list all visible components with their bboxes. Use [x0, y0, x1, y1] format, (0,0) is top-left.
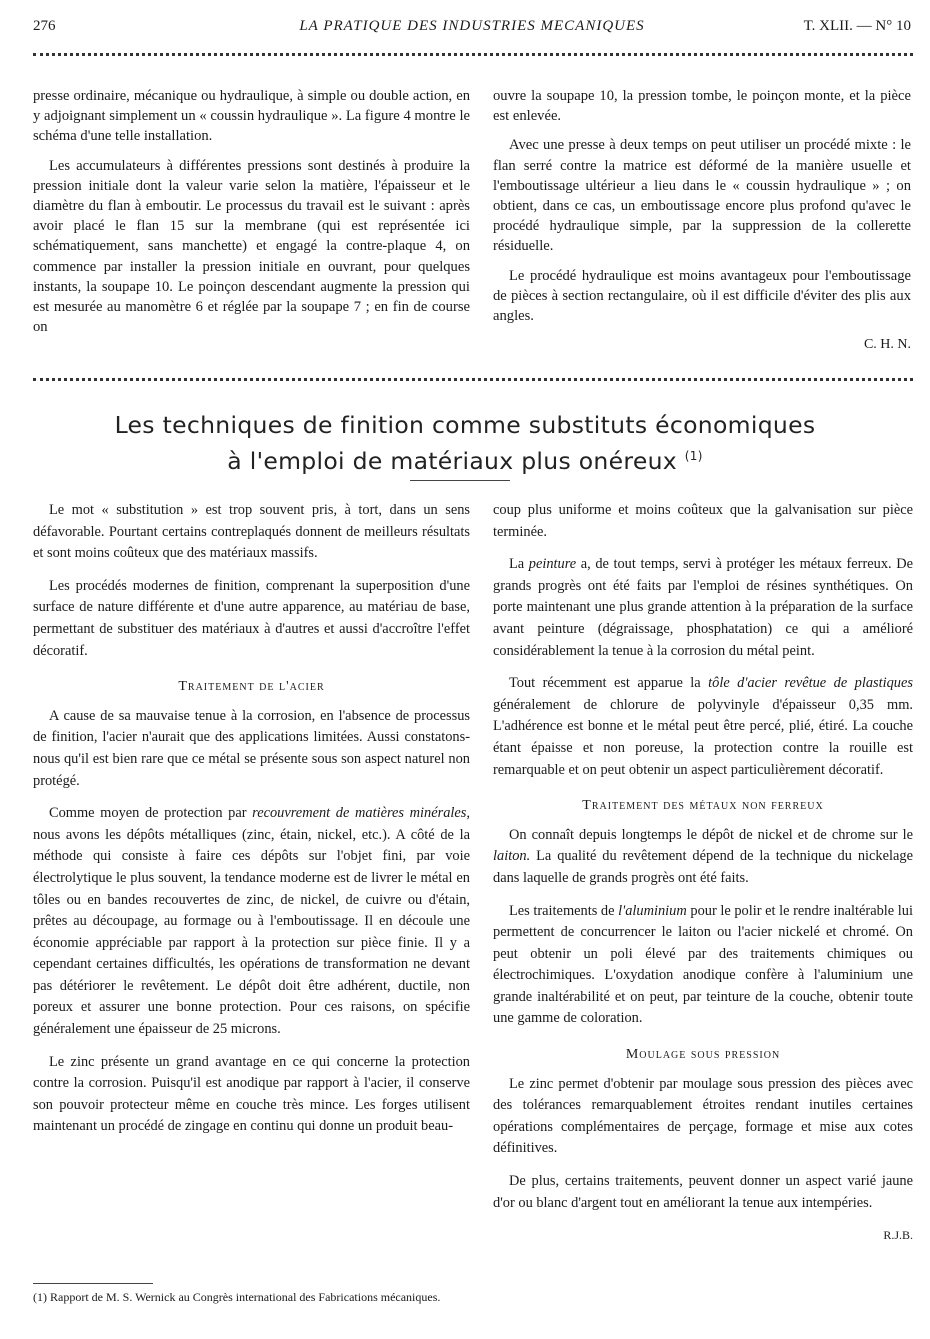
paragraph: Les accumulateurs à différentes pressions sont destinés à produire la pression initiale dont la valeur varie selon la matière, l'épaisseur et le diamètre du flan à emboutir. Le processus du travail est le suivant : après avoir placé le flan 15 sur la membrane (qui est représentée ici schématiquement, sans manchette) et engagé la contre-plaque 4, on commence par installer la pression initiale en ouvrant, pour quelques instants, la soupape 10. Le poinçon descendant augmente la pression qui est mesurée au manomètre 6 et réglée par la soupape 7 ; en fin de course on [33, 157, 470, 336]
article-left-column [33, 500, 470, 1149]
section-heading-non-ferreux: Traitement des métaux non ferreux [582, 798, 824, 814]
paragraph: Le zinc permet d'obtenir par moulage sous pression des pièces avec des tolérances remarquablement étroites rendant inutiles certaines opérations complémentaires de perçage, formage et mise aux cotes définitives. [493, 1075, 913, 1157]
top-article-right-column [493, 86, 911, 355]
article-signature: R.J.B. [883, 1228, 913, 1243]
footnote-rule [33, 1283, 153, 1284]
section-heading-acier: Traitement de l'acier [178, 679, 325, 695]
dotted-divider-middle [33, 378, 913, 381]
top-article-left-column [33, 86, 470, 346]
paragraph: Les procédés modernes de finition, comprenant la superposition d'une surface de nature différente et d'une autre apparence, au matériau de base, permettant de substituer des matériaux à d'autres et aussi d'accroître l'effet décoratif. [33, 577, 470, 659]
title-rule [410, 480, 510, 481]
section-heading-moulage: Moulage sous pression [625, 1047, 781, 1063]
paragraph: Le mot « substitution » est trop souvent pris, à tort, dans un sens défavorable. Pourtant certains contreplaqués donnent de meilleurs résultats et sont moins coûteux que des matériaux massifs. [33, 502, 470, 562]
page-number: 276 [33, 18, 56, 34]
dotted-divider-top [33, 53, 913, 56]
running-header [33, 16, 911, 40]
article-right-column [493, 500, 913, 1247]
paragraph: ouvre la soupape 10, la pression tombe, le poinçon monte, et la pièce est enlevée. [493, 88, 911, 125]
paragraph: On connaît depuis longtemps le dépôt de nickel et de chrome sur le laiton. La qualité du revêtement dépend de la technique du nickelage dans laquelle de grands progrès ont été faits. [493, 826, 913, 886]
paragraph: La peinture a, de tout temps, servi à protéger les métaux ferreux. De grands progrès ont été faits par l'emploi de résines synthétiques. On porte maintenant une plus grande attention à la préparation de la surface avant peinture (dégraissage, phosphatation) ce qui a amélioré considérablement la tenue à la corrosion du métal peint. [493, 556, 913, 659]
paragraph: Avec une presse à deux temps on peut utiliser un procédé mixte : le flan serré contre la matrice est déformé de la manière usuelle et l'emboutissage ultérieur a lieu dans le « coussin hydraulique » ; on obtient, dans ce cas, un emboutissage encore plus profond qu'avec le procédé hydraulique simple, par la suppression de la collerette résiduelle. [493, 137, 911, 255]
paragraph: presse ordinaire, mécanique ou hydraulique, à simple ou double action, en y adjoignant simplement un « coussin hydraulique ». La figure 4 montre le schéma d'une telle installation. [33, 88, 470, 145]
title-line-1: Les techniques de finition comme substituts économiques [114, 411, 816, 439]
paragraph: Les traitements de l'aluminium pour le polir et le rendre inaltérable lui permettent de concurrencer le laiton ou l'acier nickelé et chromé. On peut obtenir un poli élevé par des traitements chimiques ou électrochimiques. L'oxydation anodique confère à l'aluminium une grande inaltérabilité et on peut, par teinture de la couche, obtenir toute une gamme de coloration. [493, 902, 913, 1027]
title-footnote-mark: (1) [684, 449, 703, 463]
title-line-2 [60, 441, 870, 477]
title-line-2-text: à l'emploi de matériaux plus onéreux [227, 446, 677, 475]
paragraph: coup plus uniforme et moins coûteux que la galvanisation sur pièce terminée. [493, 502, 913, 540]
paragraph: Le zinc présente un grand avantage en ce qui concerne la protection contre la corrosion. Puisqu'il est anodique par rapport à l'acier, il conserve son pouvoir protecteur même en couche très mince. Les forges utilisent maintenant un procédé de zingage en continu qui donne un produit beau- [33, 1053, 470, 1135]
footnote: (1) Rapport de M. S. Wernick au Congrès international des Fabrications mécaniques. [33, 1290, 441, 1304]
paragraph: Comme moyen de protection par recouvrement de matières minérales, nous avons les dépôts métalliques (zinc, étain, nickel, etc.). A côté de la méthode qui consiste à faire ces dépôts sur l'objet fini, par voie électrolytique le plus souvent, la tendance moderne est de livrer le métal en tôles ou en bandes recouvertes de zinc, de nickel, de cuivre ou d'étain, prêtes au découpage, au formage ou à l'emboutissage. Il en découle une économie appréciable par rapport à la protection sur pièce finie. Il y a cependant certaines difficultés, les opérations de transformation ne devant pas détériorer le revêtement. Le dépôt doit être adhérent, ductile, non poreux et assurer une bonne protection. Pour ces raisons, on spécifie généralement une épaisseur de 25 microns. [33, 805, 470, 1038]
paragraph: Tout récemment est apparue la tôle d'acier revêtue de plastiques généralement de chlorure de polyvinyle d'épaisseur 0,35 mm. L'adhérence est bonne et le métal peut être percé, plié, étiré. La couche étant épaisse et non poreuse, la protection contre la rouille est remarquable et on peut obtenir un aspect particulièrement décoratif. [493, 675, 913, 778]
journal-title: LA PRATIQUE DES INDUSTRIES MECANIQUES [299, 18, 645, 34]
paragraph: A cause de sa mauvaise tenue à la corrosion, en l'absence de processus de finition, l'acier n'aurait que des applications limitées. Aussi constatons-nous qu'il est bien rare que ce métal se présente sous son aspect naturel non protégé. [33, 707, 470, 789]
issue-number: T. XLII. — N° 10 [803, 18, 911, 34]
author-signature: C. H. N. [863, 337, 911, 353]
paragraph: De plus, certains traitements, peuvent donner un aspect varié jaune d'or ou blanc d'argent tout en améliorant la tenue aux intempéries. [493, 1173, 913, 1211]
article-title [60, 410, 870, 477]
paragraph: Le procédé hydraulique est moins avantageux pour l'emboutissage de pièces à section rectangulaire, où il est difficile d'éviter des plis aux angles. [493, 267, 911, 325]
